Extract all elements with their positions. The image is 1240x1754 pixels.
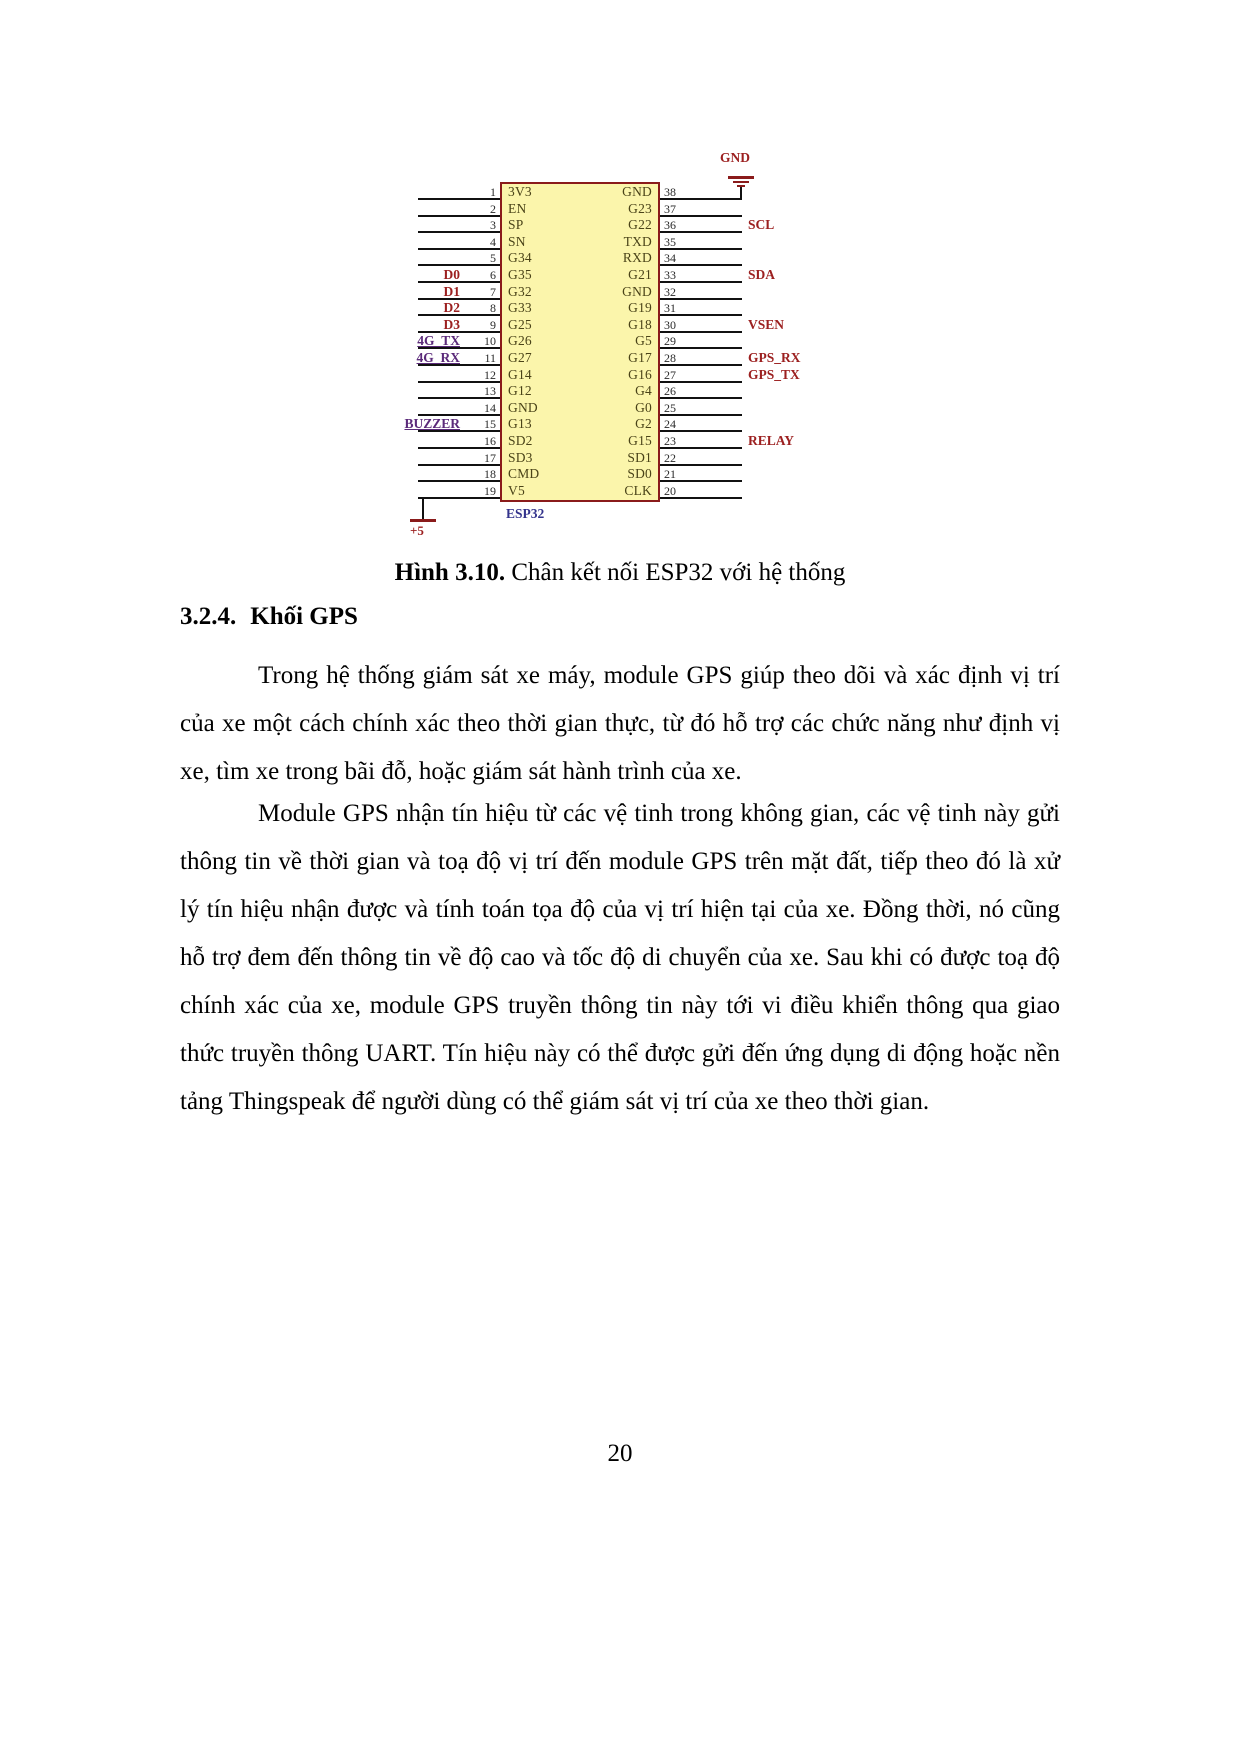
net-label-d3: D3 [443, 316, 460, 332]
pin-label-left-sp: SP [508, 217, 524, 233]
net-label-vsen: VSEN [748, 316, 785, 332]
net-label-relay: RELAY [748, 433, 795, 448]
pin-label-right-g21: G21 [628, 267, 652, 282]
schematic-canvas [310, 120, 930, 550]
figure-caption-label: Hình 3.10. [394, 559, 506, 586]
figure-caption-text: Chân kết nối ESP32 với hệ thống [505, 559, 846, 586]
pin-number-left-18: 18 [484, 467, 496, 482]
pin-number-left-15: 15 [484, 417, 496, 432]
pin-label-left-g32: G32 [508, 283, 532, 299]
pin-label-left-sn: SN [508, 233, 526, 249]
pin-number-right-21: 21 [664, 467, 676, 482]
gnd-net-label: GND [720, 150, 750, 165]
paragraph-1: Trong hệ thống giám sát xe máy, module GPS giúp theo dõi và xác định vị trí của xe một cách chính xác theo thời gian thực, từ đó hỗ trợ các chức năng như định vị xe, tìm xe trong bãi đỗ, hoặc giám sát hành trình của xe. [180, 662, 1060, 785]
pin-label-right-g22: G22 [628, 217, 652, 233]
pin-number-left-11: 11 [484, 351, 496, 365]
pin-number-left-5: 5 [490, 251, 496, 266]
net-label-4g-rx: 4G_RX [416, 350, 460, 365]
power-rail-symbol-icon [410, 519, 436, 522]
pin-label-right-sd1: SD1 [627, 449, 652, 465]
pin-label-left-g35: G35 [508, 267, 532, 282]
pin-label-left-g25: G25 [508, 316, 532, 332]
net-label-buzzer: BUZZER [404, 416, 460, 432]
pin-number-left-4: 4 [490, 234, 496, 249]
pin-label-left-g12: G12 [508, 383, 532, 399]
power-rail-label: +5 [410, 522, 424, 538]
pin-number-right-32: 32 [664, 284, 676, 299]
net-label-d1: D1 [443, 283, 460, 299]
pin-number-left-7: 7 [490, 284, 496, 299]
net-label-d2: D2 [443, 300, 460, 316]
pin-number-left-17: 17 [484, 450, 496, 465]
pin-number-left-14: 14 [484, 400, 496, 415]
pin-number-left-6: 6 [490, 268, 496, 282]
pin-label-right-g19: G19 [628, 300, 652, 316]
figure-caption [0, 556, 1240, 590]
pin-label-left-cmd: CMD [508, 466, 540, 482]
pin-label-right-gnd: GND [622, 184, 652, 199]
pin-column-right [500, 182, 660, 502]
net-label-gps-rx: GPS_RX [748, 350, 801, 365]
pin-label-right-g5: G5 [635, 333, 652, 349]
pin-label-left-en: EN [508, 200, 527, 216]
section-heading [180, 600, 358, 634]
pin-number-left-13: 13 [484, 384, 496, 399]
figure-esp32-pinout [0, 120, 1240, 550]
section-heading-number: 3.2.4. [180, 603, 237, 630]
pin-label-left-g14: G14 [508, 366, 532, 382]
pin-number-right-30: 30 [664, 317, 676, 332]
pin-number-right-29: 29 [664, 334, 676, 349]
pin-number-left-10: 10 [484, 334, 496, 349]
pin-label-left-sd2: SD2 [508, 433, 533, 448]
net-label-d0: D0 [443, 267, 460, 282]
net-label-4g-tx: 4G_TX [417, 333, 460, 349]
pin-label-left-g26: G26 [508, 333, 532, 349]
pin-number-right-38: 38 [664, 185, 676, 199]
pin-label-right-gnd: GND [622, 283, 652, 299]
pin-number-left-8: 8 [490, 301, 496, 316]
paragraph-block-1 [180, 652, 1060, 796]
pin-number-right-20: 20 [664, 483, 676, 498]
pin-number-left-16: 16 [484, 434, 496, 448]
pin-number-left-19: 19 [484, 483, 496, 498]
pin-label-right-sd0: SD0 [627, 466, 652, 482]
pin-number-left-2: 2 [490, 201, 496, 216]
pin-label-left-sd3: SD3 [508, 449, 533, 465]
pin-label-left-v5: V5 [508, 482, 525, 498]
pin-label-left-g33: G33 [508, 300, 532, 316]
pin-label-right-g0: G0 [635, 399, 652, 415]
paragraph-2: Module GPS nhận tín hiệu từ các vệ tinh trong không gian, các vệ tinh này gửi thông tin về thời gian và toạ độ vị trí đến module GPS trên mặt đất, tiếp theo đó là xử lý tín hiệu nhận được và tính toán tọa độ của vị trí hiện tại của xe. Đồng thời, nó cũng hỗ trợ đem đến thông tin về độ cao và tốc độ di chuyển của xe. Sau khi có được toạ độ chính xác của xe, module GPS truyền thông tin này tới vi điều khiển thông qua giao thức truyền thông UART. Tín hiệu này có thể được gửi đến ứng dụng di động hoặc nền tảng Thingspeak để người dùng có thể giám sát vị trí của xe theo thời gian. [180, 800, 1060, 1115]
section-heading-title: Khối GPS [250, 603, 358, 630]
pin-label-right-g2: G2 [635, 416, 652, 432]
paragraph-block-2 [180, 790, 1060, 1126]
pin-label-right-g4: G4 [635, 383, 652, 399]
pin-label-left-g13: G13 [508, 416, 532, 432]
pin-label-left-g34: G34 [508, 250, 532, 266]
pin-number-right-33: 33 [664, 268, 676, 282]
pin-number-right-36: 36 [664, 218, 676, 233]
power-wire [422, 497, 424, 519]
pin-number-right-23: 23 [664, 434, 676, 448]
pin-number-right-26: 26 [664, 384, 676, 399]
pin-number-left-9: 9 [490, 317, 496, 332]
pin-label-left-3v3: 3V3 [508, 184, 532, 199]
pin-number-right-24: 24 [664, 417, 676, 432]
pin-label-right-g18: G18 [628, 316, 652, 332]
pin-number-right-34: 34 [664, 251, 676, 266]
chip-name-label: ESP32 [506, 506, 545, 521]
pin-number-right-28: 28 [664, 351, 676, 365]
pin-number-left-1: 1 [490, 185, 496, 199]
net-label-gps-tx: GPS_TX [748, 366, 800, 382]
pin-label-right-g16: G16 [628, 366, 652, 382]
pin-number-left-12: 12 [484, 367, 496, 382]
net-label-scl: SCL [748, 217, 775, 233]
pin-label-right-clk: CLK [624, 482, 652, 498]
pin-label-right-g15: G15 [628, 433, 652, 448]
pin-number-left-3: 3 [490, 218, 496, 233]
net-label-sda: SDA [748, 267, 776, 282]
pin-number-right-25: 25 [664, 400, 676, 415]
pin-number-right-22: 22 [664, 450, 676, 465]
pin-number-right-31: 31 [664, 301, 676, 316]
pin-label-right-g23: G23 [628, 200, 652, 216]
pin-label-right-txd: TXD [623, 233, 652, 249]
pin-number-right-27: 27 [664, 367, 676, 382]
pin-number-right-37: 37 [664, 201, 676, 216]
pin-number-right-35: 35 [664, 234, 676, 249]
pin-label-left-g27: G27 [508, 350, 532, 365]
page-number: 20 [607, 1440, 633, 1467]
ground-symbol-icon [728, 176, 754, 189]
pin-label-right-rxd: RXD [622, 250, 652, 266]
pin-label-left-gnd: GND [508, 399, 538, 415]
pin-label-right-g17: G17 [628, 350, 652, 365]
